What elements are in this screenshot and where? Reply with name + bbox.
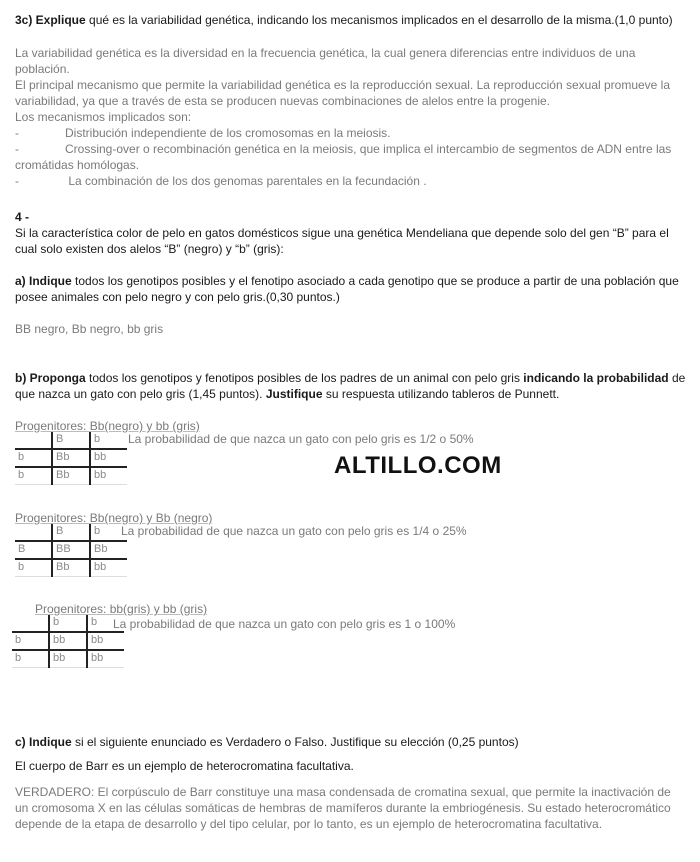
punnett-cell: Bb xyxy=(90,541,127,559)
question-4c-text: si el siguiente enunciado es Verdadero o Falso. Justifique su elección (0,25 puntos) xyxy=(71,735,519,749)
probability-text: La probabilidad de que nazca un gato con pelo gris es 1/2 o 50% xyxy=(128,432,474,446)
punnett-header-cell: b xyxy=(49,615,87,632)
punnett-cell: bb xyxy=(49,650,87,668)
punnett-cell: bb xyxy=(87,650,124,668)
question-3c-label: 3c) Explique xyxy=(15,13,86,27)
question-4 xyxy=(15,209,687,257)
punnett-row-header: b xyxy=(15,467,52,485)
question-4-number: 4 - xyxy=(15,210,30,224)
answer-3c-p2: El principal mecanismo que permite la variabilidad genética es la reproducción sexual. La reproducción sexual promueve la variabilidad, ya que a través de esta se producen nuevas combinaciones de alelos entre la progenie. xyxy=(15,78,671,108)
punnett-cell: Bb xyxy=(52,449,90,467)
question-4b-label: b) Proponga xyxy=(15,371,86,385)
punnett-cell: bb xyxy=(90,467,127,485)
question-4b xyxy=(15,370,687,402)
question-4-intro: Si la característica color de pelo en gatos domésticos sigue una genética Mendeliana que depende solo del gen “B” para el cual solo existen dos alelos “B” (negro) y “b” (gris): xyxy=(15,226,669,256)
punnett-row-header: b xyxy=(12,650,49,668)
progenitores-label: Progenitores: Bb(negro) y Bb (negro) xyxy=(15,511,213,525)
punnett-square xyxy=(15,524,127,577)
answer-3c-p1: La variabilidad genética es la diversidad en la frecuencia genética, la cual genera diferencias entre individuos de una población. xyxy=(15,46,636,76)
question-4c-statement: El cuerpo de Barr es un ejemplo de heterocromatina facultativa. xyxy=(15,759,354,773)
punnett-row-header: b xyxy=(15,559,52,577)
punnett-row-header: B xyxy=(15,541,52,559)
punnett-square xyxy=(12,615,124,668)
progenitores-label: Progenitores: Bb(negro) y bb (gris) xyxy=(15,419,200,433)
question-4b-text: de que nazca un gato con pelo gris (1,45 puntos). xyxy=(15,371,686,401)
answer-3c-p3: Los mecanismos implicados son: xyxy=(15,110,192,124)
punnett-cell: bb xyxy=(90,449,127,467)
punnett-cell: bb xyxy=(49,632,87,650)
answer-3c xyxy=(15,45,687,189)
question-3c xyxy=(15,12,687,28)
question-4c xyxy=(15,734,687,750)
question-4a xyxy=(15,273,687,305)
probability-text: La probabilidad de que nazca un gato con pelo gris es 1 o 100% xyxy=(113,617,456,631)
answer-3c-item: - Crossing-over o recombinación genética en la meiosis, que implica el intercambio de segmentos de ADN entre las cromátidas homólogas. xyxy=(15,142,672,172)
question-4b-text: su respuesta utilizando tableros de Punnett. xyxy=(322,387,560,401)
punnett-header-cell: b xyxy=(87,615,124,632)
punnett-header-cell: B xyxy=(52,432,90,449)
punnett-cell: Bb xyxy=(52,559,90,577)
question-4a-text: todos los genotipos posibles y el fenotipo asociado a cada genotipo que se produce a partir de una población que posee animales con pelo negro y con pelo gris.(0,30 puntos.) xyxy=(15,274,679,304)
punnett-header-cell: b xyxy=(90,432,127,449)
punnett-header-cell: b xyxy=(90,524,127,541)
punnett-square xyxy=(15,432,127,485)
answer-4c: VERDADERO: El corpúsculo de Barr constituye una masa condensada de cromatina sexual, que permite la inactivación de un cromosoma X en las células somáticas de hembras de mamíferos durante la embriogénesis. Su estado heterocromático depende de la etapa de desarrollo y del tipo celular, por lo tanto, es un ejemplo de heterocromatina facultativa. xyxy=(15,785,671,831)
question-3c-text: qué es la variabilidad genética, indicando los mecanismos implicados en el desarrollo de la misma.(1,0 punto) xyxy=(85,13,673,27)
question-4b-text: todos los genotipos y fenotipos posibles de los padres de un animal con pelo gris xyxy=(85,371,524,385)
probability-text: La probabilidad de que nazca un gato con pelo gris es 1/4 o 25% xyxy=(121,524,467,538)
answer-3c-item: - La combinación de los dos genomas parentales en la fecundación . xyxy=(15,174,427,188)
punnett-cell: BB xyxy=(52,541,90,559)
answer-4a: BB negro, Bb negro, bb gris xyxy=(15,322,164,336)
punnett-cell: Bb xyxy=(52,467,90,485)
answer-3c-item: - Distribución independiente de los cromosomas en la meiosis. xyxy=(15,126,391,140)
progenitores-label: Progenitores: bb(gris) y bb (gris) xyxy=(35,602,208,616)
question-4b-bold: Justifique xyxy=(265,387,323,401)
question-4a-label: a) Indique xyxy=(15,274,72,288)
punnett-row-header: b xyxy=(15,449,52,467)
punnett-cell: bb xyxy=(87,632,124,650)
altillo-logo: ALTILLO.COM xyxy=(334,452,502,479)
punnett-row-header: b xyxy=(12,632,49,650)
punnett-header-cell: B xyxy=(52,524,90,541)
punnett-cell: bb xyxy=(90,559,127,577)
question-4b-bold: indicando la probabilidad xyxy=(523,371,669,385)
question-4c-label: c) Indique xyxy=(15,735,72,749)
